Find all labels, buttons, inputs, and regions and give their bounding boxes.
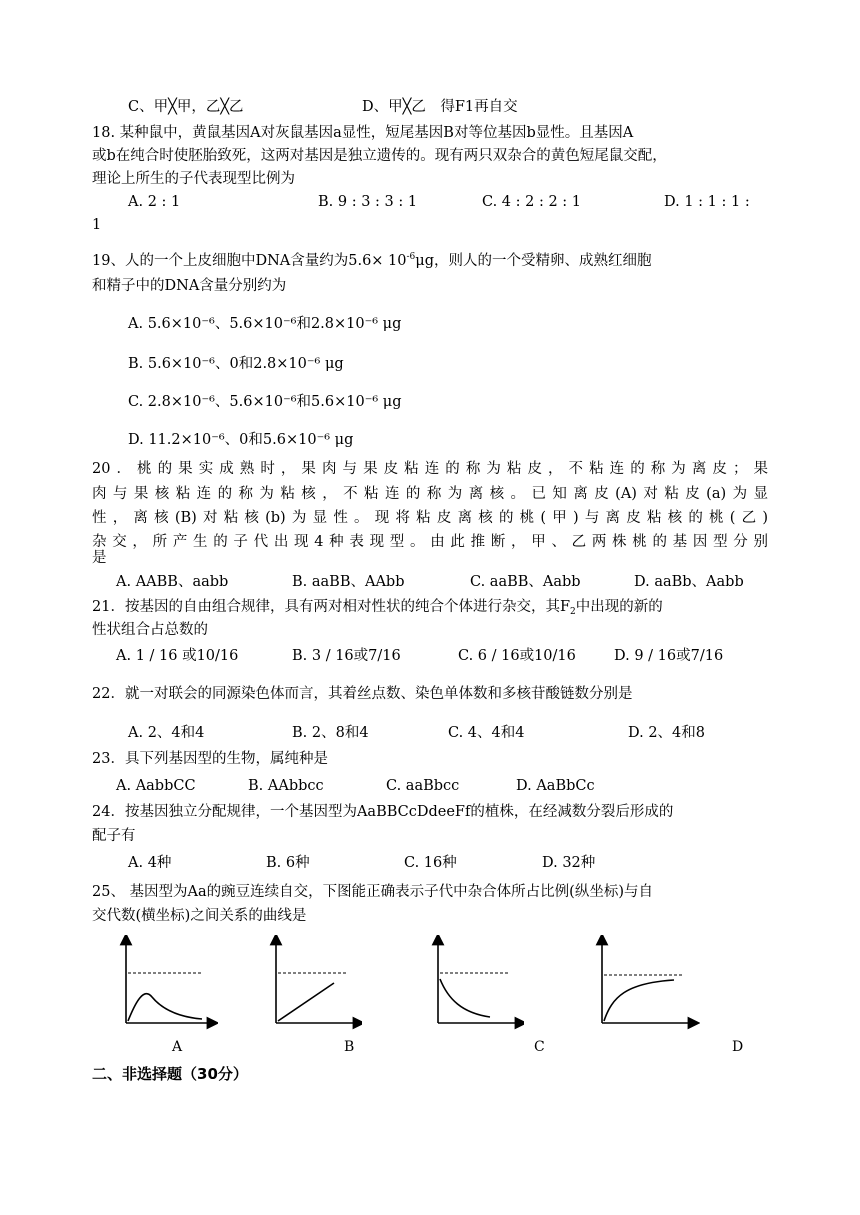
q20-stem-line4: 杂交，所产生的子代出现4种表现型。由此推断，甲、乙两株桃的基因型分别 bbox=[92, 534, 768, 550]
q21-stem-line2: 性状组合占总数的 bbox=[92, 622, 208, 638]
q20-stem-line5: 是 bbox=[92, 550, 107, 566]
q20-option-b: B. aaBB、AAbb bbox=[292, 574, 405, 590]
q18-stem-line1: 18. 某种鼠中，黄鼠基因A对灰鼠基因a显性，短尾基因B对等位基因b显性。且基因A bbox=[92, 125, 634, 141]
q19-option-c: C. 2.8×10⁻⁶、5.6×10⁻⁶和5.6×10⁻⁶ μg bbox=[128, 394, 402, 410]
q23-option-b: B. AAbbcc bbox=[248, 778, 324, 794]
q25-graph-c bbox=[424, 935, 524, 1035]
curve bbox=[278, 983, 334, 1021]
q20-stem-line2: 肉与果核粘连的称为粘核，不粘连的称为离核。已知离皮(A)对粘皮(a)为显 bbox=[92, 486, 768, 502]
q18-option-b: B. 9 : 3 : 3 : 1 bbox=[318, 194, 418, 210]
q25-graph-a bbox=[118, 935, 218, 1035]
q22-stem-line1: 22．就一对联会的同源染色体而言，其着丝点数、染色单体数和多核苷酸链数分别是 bbox=[92, 686, 633, 702]
q18-option-d: D. 1 : 1 : 1 : bbox=[664, 194, 750, 210]
q24-option-c: C. 16种 bbox=[404, 855, 457, 871]
q18-stem-line2: 或b在纯合时使胚胎致死，这两对基因是独立遗传的。现有两只双杂合的黄色短尾鼠交配， bbox=[92, 148, 667, 164]
q23-option-c: C. aaBbcc bbox=[386, 778, 460, 794]
q21-stem-line1: 21．按基因的自由组合规律，具有两对相对性状的纯合个体进行杂交，其$F_2$中出现的新的 bbox=[92, 599, 663, 617]
q18-option-a: A. 2 : 1 bbox=[128, 194, 181, 210]
q17-option-c: C、甲╳甲，乙╳乙 bbox=[128, 99, 244, 115]
q20-stem-line3: 性，离核(B)对粘核(b)为显性。现将粘皮离核的桃(甲)与离皮粘核的桃(乙) bbox=[92, 510, 768, 526]
q21-option-a: A. 1 / 16 或10/16 bbox=[116, 648, 239, 664]
curve bbox=[604, 980, 674, 1021]
q24-option-a: A. 4种 bbox=[128, 855, 172, 871]
q25-graph-label-a: A bbox=[172, 1039, 183, 1055]
q19-option-d: D. 11.2×10⁻⁶、0和5.6×10⁻⁶ μg bbox=[128, 432, 354, 448]
q19-option-b: B. 5.6×10⁻⁶、0和2.8×10⁻⁶ μg bbox=[128, 356, 344, 372]
q24-option-b: B. 6种 bbox=[266, 855, 310, 871]
q19-stem-line2: 和精子中的DNA含量分别约为 bbox=[92, 278, 287, 294]
q20-option-d: D. aaBb、Aabb bbox=[634, 574, 744, 590]
q25-stem-line1: 25、 基因型为Aa的豌豆连续自交，下图能正确表示子代中杂合体所占比例(纵坐标)与自 bbox=[92, 884, 653, 900]
q25-graph-label-b: B bbox=[344, 1039, 355, 1055]
q25-graph-label-c: C bbox=[534, 1039, 545, 1055]
q22-option-c: C. 4、4和4 bbox=[448, 725, 525, 741]
q25-graph-d bbox=[590, 935, 700, 1035]
q21-option-b: B. 3 / 16或7/16 bbox=[292, 648, 401, 664]
q24-stem-line1: 24．按基因独立分配规律，一个基因型为AaBBCcDdeeFf的植株，在经减数分裂后形成的 bbox=[92, 804, 674, 820]
q19-stem-line1: 19、人的一个上皮细胞中DNA含量约为$5.6\times 10^{-6}\mu g$，则人的一个受精卵、成熟红细胞 bbox=[92, 252, 652, 269]
q23-stem-line1: 23．具下列基因型的生物，属纯种是 bbox=[92, 751, 328, 767]
q25-stem-line2: 交代数(横坐标)之间关系的曲线是 bbox=[92, 908, 307, 924]
q22-option-b: B. 2、8和4 bbox=[292, 725, 369, 741]
q24-option-d: D. 32种 bbox=[542, 855, 596, 871]
q20-stem-line1: 20．桃的果实成熟时，果肉与果皮粘连的称为粘皮，不粘连的称为离皮；果 bbox=[92, 461, 768, 477]
q22-option-d: D. 2、4和8 bbox=[628, 725, 706, 741]
curve bbox=[440, 979, 490, 1017]
q22-option-a: A. 2、4和4 bbox=[128, 725, 205, 741]
q19-option-a: A. 5.6×10⁻⁶、5.6×10⁻⁶和2.8×10⁻⁶ μg bbox=[128, 316, 402, 332]
q23-option-a: A. AabbCC bbox=[116, 778, 196, 794]
q25-graph-label-d: D bbox=[732, 1039, 744, 1055]
section-heading: 二、非选择题（30分） bbox=[92, 1065, 248, 1083]
q18-stem-line3: 理论上所生的子代表现型比例为 bbox=[92, 171, 295, 187]
q21-option-c: C. 6 / 16或10/16 bbox=[458, 648, 576, 664]
q23-option-d: D. AaBbCc bbox=[516, 778, 595, 794]
q20-option-c: C. aaBB、Aabb bbox=[470, 574, 581, 590]
q24-stem-line2: 配子有 bbox=[92, 828, 136, 844]
curve bbox=[128, 994, 202, 1021]
q25-graph-b bbox=[262, 935, 362, 1035]
q21-option-d: D. 9 / 16或7/16 bbox=[614, 648, 724, 664]
q18-option-c: C. 4 : 2 : 2 : 1 bbox=[482, 194, 582, 210]
q20-option-a: A. AABB、aabb bbox=[116, 574, 229, 590]
q17-option-d: D、甲╳乙 得F1再自交 bbox=[362, 99, 518, 115]
q18-option-d-wrap: 1 bbox=[92, 217, 102, 233]
